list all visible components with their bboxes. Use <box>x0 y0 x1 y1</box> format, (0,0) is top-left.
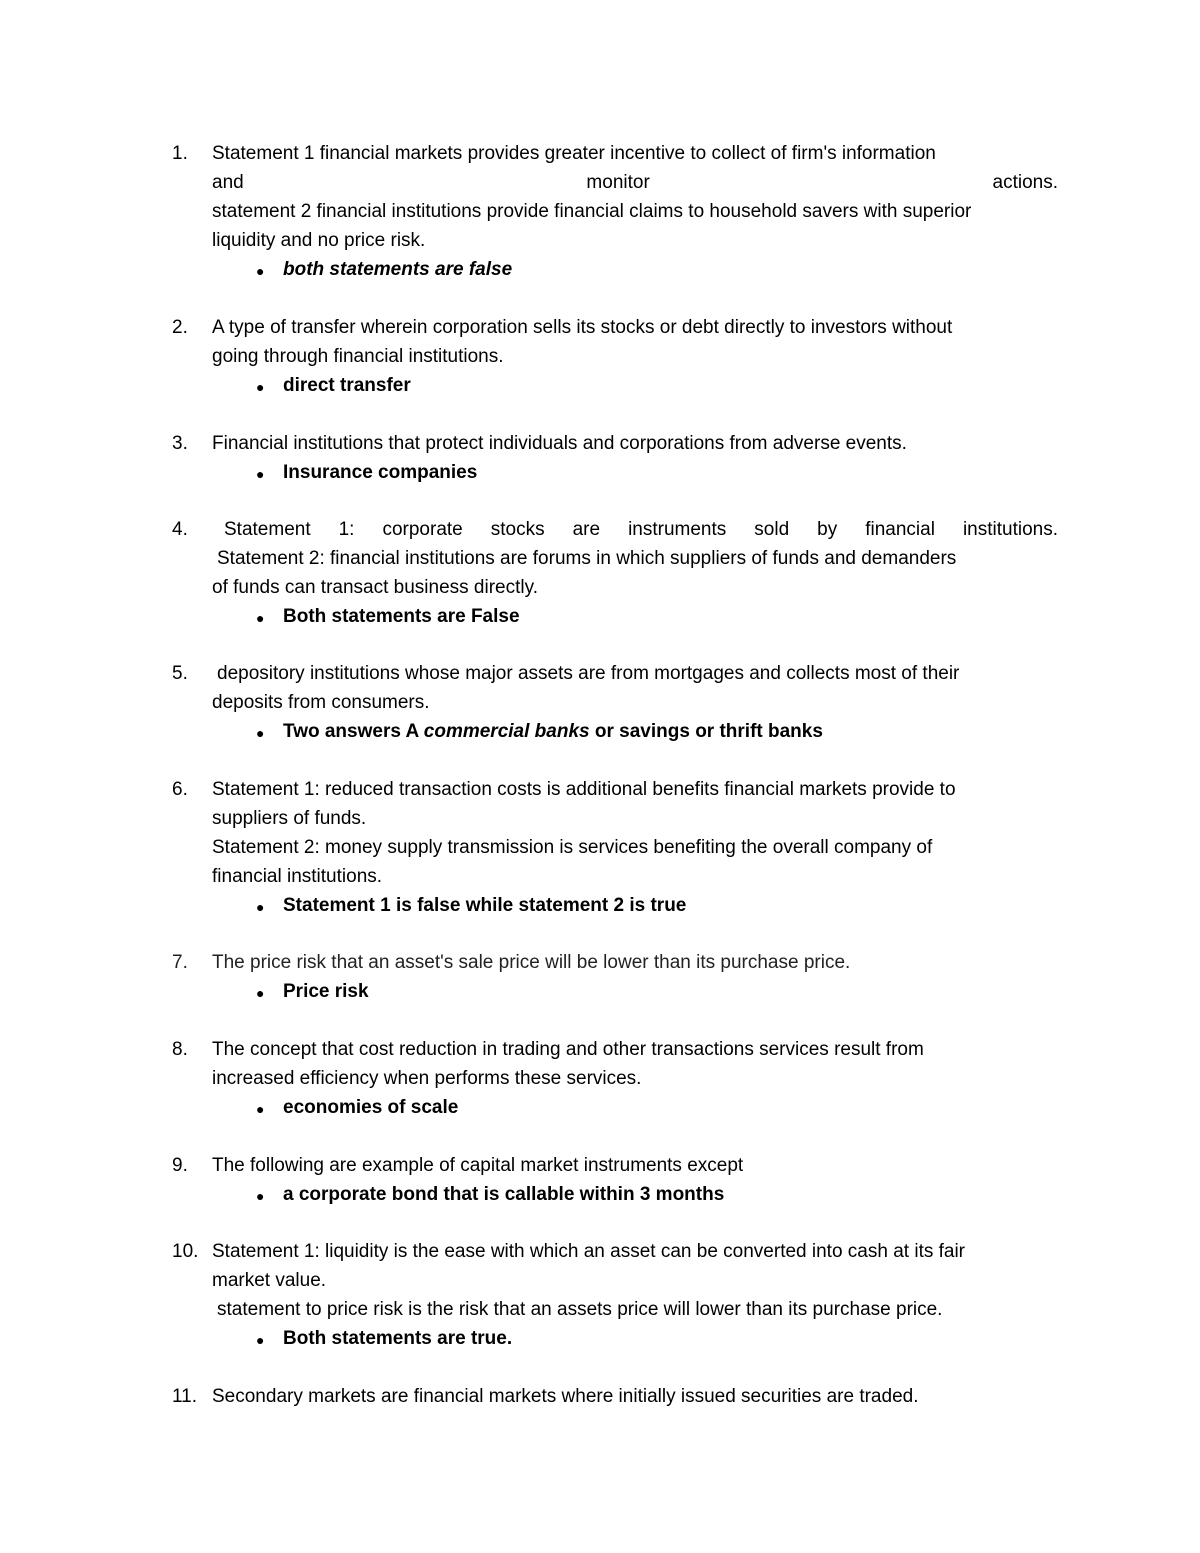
answer-part: Two answers A <box>283 721 424 742</box>
question-text: statement 2 financial institutions provide financial claims to household savers with superior <box>212 201 972 222</box>
answer: direct transfer <box>283 375 411 396</box>
answer-part: or savings or thrift banks <box>589 721 823 742</box>
question-text: of funds can transact business directly. <box>212 577 538 598</box>
bullet-icon: ● <box>256 379 265 395</box>
answer: Both statements are true. <box>283 1328 513 1349</box>
word: instruments <box>628 519 727 540</box>
word: sold <box>754 519 790 540</box>
question-text: Statement 2: financial institutions are forums in which suppliers of funds and demanders <box>217 548 957 569</box>
question-text-justified <box>224 519 1058 541</box>
bullet-icon: ● <box>256 985 265 1001</box>
question-text: market value. <box>212 1270 327 1291</box>
question-text: suppliers of funds. <box>212 808 367 829</box>
word: 1: <box>338 519 355 540</box>
word: actions. <box>992 172 1058 193</box>
question-number: 7. <box>172 952 188 973</box>
answer: a corporate bond that is callable within 3 months <box>283 1184 725 1205</box>
question-text-justified <box>212 172 1058 194</box>
question-number: 11. <box>172 1386 198 1407</box>
bullet-icon: ● <box>256 466 265 482</box>
word: corporate <box>382 519 463 540</box>
question-text: financial institutions. <box>212 866 383 887</box>
question-text: increased efficiency when performs these services. <box>212 1068 642 1089</box>
word: monitor <box>586 172 650 193</box>
question-text: A type of transfer wherein corporation sells its stocks or debt directly to investors without <box>212 317 953 338</box>
answer: Insurance companies <box>283 462 478 483</box>
bullet-icon: ● <box>256 263 265 279</box>
question-number: 3. <box>172 433 188 454</box>
answer: economies of scale <box>283 1097 459 1118</box>
question-number: 9. <box>172 1155 188 1176</box>
bullet-icon: ● <box>256 1188 265 1204</box>
question-text: statement to price risk is the risk that an assets price will lower than its purchase price. <box>217 1299 943 1320</box>
question-number: 2. <box>172 317 188 338</box>
question-text: Secondary markets are financial markets where initially issued securities are traded. <box>212 1386 919 1407</box>
word: financial <box>865 519 935 540</box>
bullet-icon: ● <box>256 1101 265 1117</box>
answer-part-italic: commercial banks <box>423 721 590 742</box>
word: institutions. <box>962 519 1058 540</box>
question-number: 1. <box>172 143 188 164</box>
bullet-icon: ● <box>256 899 265 915</box>
question-text: depository institutions whose major assets are from mortgages and collects most of their <box>217 663 960 684</box>
question-number: 4. <box>172 519 188 540</box>
question-text: Statement 2: money supply transmission is services benefiting the overall company of <box>212 837 933 858</box>
word: and <box>212 172 244 193</box>
answer: Both statements are False <box>283 606 520 627</box>
word: are <box>572 519 601 540</box>
question-text: Statement 1 financial markets provides greater incentive to collect of firm's information <box>212 143 936 164</box>
question-text: Statement 1: liquidity is the ease with which an asset can be converted into cash at its fair <box>212 1241 966 1262</box>
word: Statement <box>224 519 311 540</box>
answer: both statements are false <box>283 259 513 280</box>
question-number: 6. <box>172 779 188 800</box>
answer: Price risk <box>283 981 369 1002</box>
question-text: The concept that cost reduction in trading and other transactions services result from <box>212 1039 924 1060</box>
question-text: liquidity and no price risk. <box>212 230 426 251</box>
bullet-icon: ● <box>256 725 265 741</box>
word: stocks <box>490 519 545 540</box>
question-text: Statement 1: reduced transaction costs is additional benefits financial markets provide to <box>212 779 956 800</box>
question-text: Financial institutions that protect individuals and corporations from adverse events. <box>212 433 907 454</box>
bullet-icon: ● <box>256 610 265 626</box>
question-text: The following are example of capital market instruments except <box>212 1155 744 1176</box>
question-number: 8. <box>172 1039 188 1060</box>
answer <box>283 721 823 743</box>
question-text: going through financial institutions. <box>212 346 504 367</box>
question-text: deposits from consumers. <box>212 692 430 713</box>
question-number: 5. <box>172 663 188 684</box>
answer: Statement 1 is false while statement 2 is true <box>283 895 687 916</box>
bullet-icon: ● <box>256 1332 265 1348</box>
word: by <box>817 519 838 540</box>
question-text: The price risk that an asset's sale price will be lower than its purchase price. <box>212 952 851 973</box>
question-number: 10. <box>172 1241 199 1262</box>
